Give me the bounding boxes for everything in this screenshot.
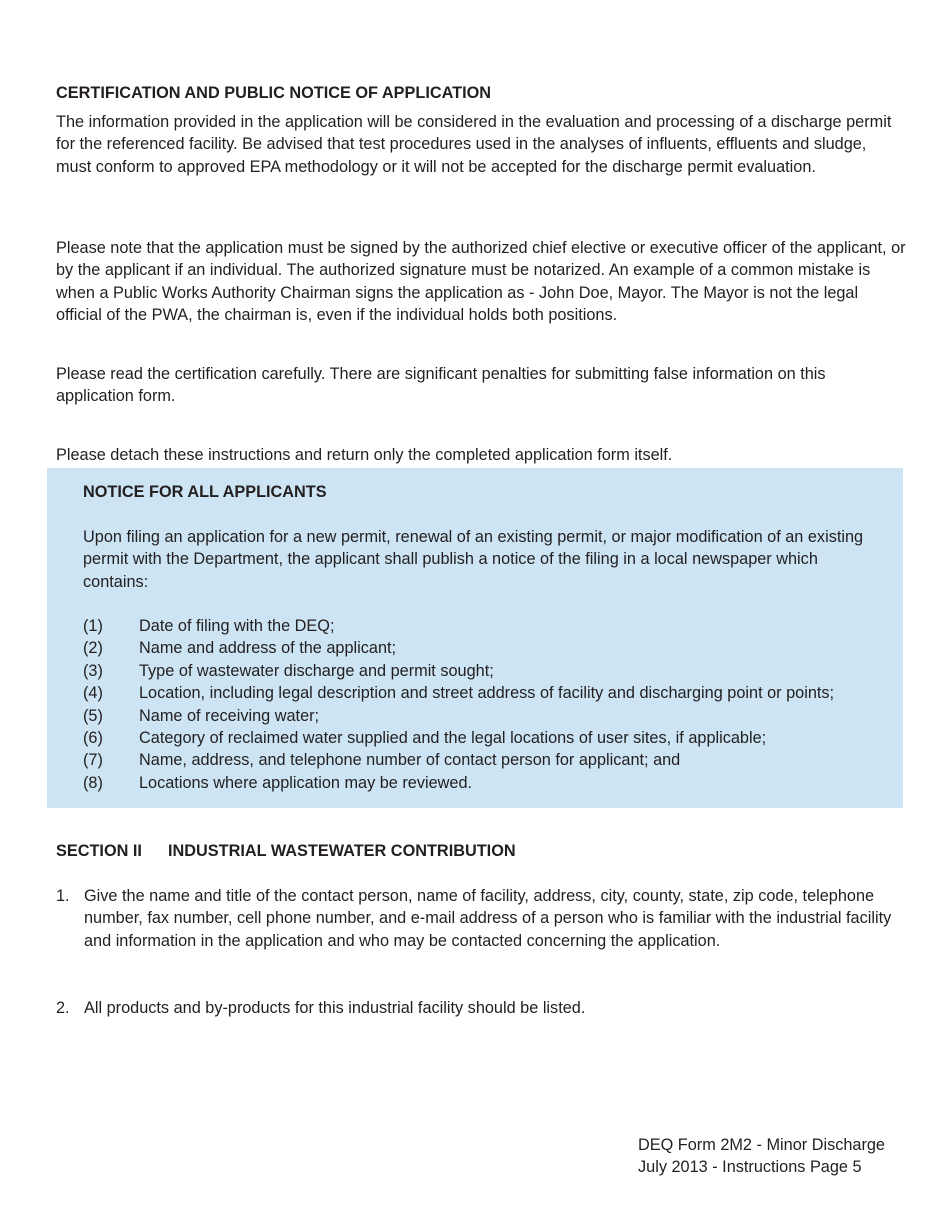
- section-title: INDUSTRIAL WASTEWATER CONTRIBUTION: [168, 842, 516, 860]
- notice-item-text: Type of wastewater discharge and permit sought;: [139, 661, 494, 680]
- notice-item: [83, 660, 883, 682]
- notice-item: [83, 749, 883, 771]
- section-heading: [56, 840, 516, 862]
- notice-item-text: Name, address, and telephone number of contact person for applicant; and: [139, 751, 681, 770]
- notice-heading: NOTICE FOR ALL APPLICANTS: [83, 483, 327, 501]
- notice-item-text: Location, including legal description and street address of facility and discharging point or points;: [139, 684, 835, 703]
- notice-item-text: Category of reclaimed water supplied and the legal locations of user sites, if applicable;: [139, 728, 767, 747]
- footer-page-info: July 2013 - Instructions Page 5: [638, 1158, 862, 1177]
- notice-item-text: Name and address of the applicant;: [139, 639, 397, 658]
- footer-form-name: DEQ Form 2M2 - Minor Discharge: [638, 1136, 885, 1154]
- notice-item: [83, 727, 883, 749]
- notice-list: [83, 615, 883, 794]
- notice-item: [83, 682, 883, 704]
- notice-box: [47, 468, 903, 808]
- notice-intro: Upon filing an application for a new permit, renewal of an existing permit, or major modification of an existing permit with the Department, the applicant shall publish a notice of the filing in a local newspaper which contains:: [83, 528, 864, 591]
- page-footer: [638, 1134, 918, 1179]
- notice-item-number: (7): [83, 751, 103, 770]
- notice-item-number: (5): [83, 706, 103, 725]
- certification-heading: CERTIFICATION AND PUBLIC NOTICE OF APPLICATION: [56, 84, 492, 102]
- notice-item-number: (4): [83, 684, 103, 703]
- notice-item-number: (8): [83, 773, 103, 792]
- notice-item: [83, 637, 883, 659]
- notice-item: [83, 615, 883, 637]
- certification-paragraph-3: Please read the certification carefully. There are significant penalties for submitting false information on this application form.: [56, 365, 826, 406]
- notice-item-text: Name of receiving water;: [139, 706, 320, 725]
- question-text: All products and by-products for this industrial facility should be listed.: [84, 999, 586, 1017]
- notice-item-text: Locations where application may be reviewed.: [139, 773, 473, 792]
- question-number: 2.: [56, 999, 70, 1017]
- notice-item-number: (1): [83, 617, 103, 635]
- certification-paragraph-4: Please detach these instructions and return only the completed application form itself.: [56, 446, 673, 464]
- certification-paragraph-2: Please note that the application must be signed by the authorized chief elective or executive officer of the applicant, or by the applicant if an individual. The authorized signature must be notarized. An example of a common mistake is when a Public Works Authority Chairman signs the application as - John Doe, Mayor. The Mayor is not the legal official of the PWA, the chairman is, even if the individual holds both positions.: [56, 239, 906, 325]
- section-label: SECTION II: [56, 842, 142, 860]
- question-number: 1.: [56, 887, 70, 905]
- question-text: Give the name and title of the contact person, name of facility, address, city, county, state, zip code, telephone number, fax number, cell phone number, and e-mail address of a person who is familiar with the industrial facility and information in the application and who may be contacted concerning the application.: [84, 887, 892, 950]
- notice-item: [83, 705, 883, 727]
- notice-item-number: (6): [83, 728, 103, 747]
- notice-item: [83, 772, 883, 794]
- notice-item-number: (3): [83, 661, 103, 680]
- question-item: [56, 997, 906, 1019]
- notice-item-number: (2): [83, 639, 103, 658]
- question-item: [56, 885, 906, 952]
- notice-item-text: Date of filing with the DEQ;: [139, 617, 335, 635]
- certification-paragraph-1: The information provided in the application will be considered in the evaluation and processing of a discharge permit for the referenced facility. Be advised that test procedures used in the analyses of influents, effluents and sludge, must conform to approved EPA methodology or it will not be accepted for the discharge permit evaluation.: [56, 113, 892, 176]
